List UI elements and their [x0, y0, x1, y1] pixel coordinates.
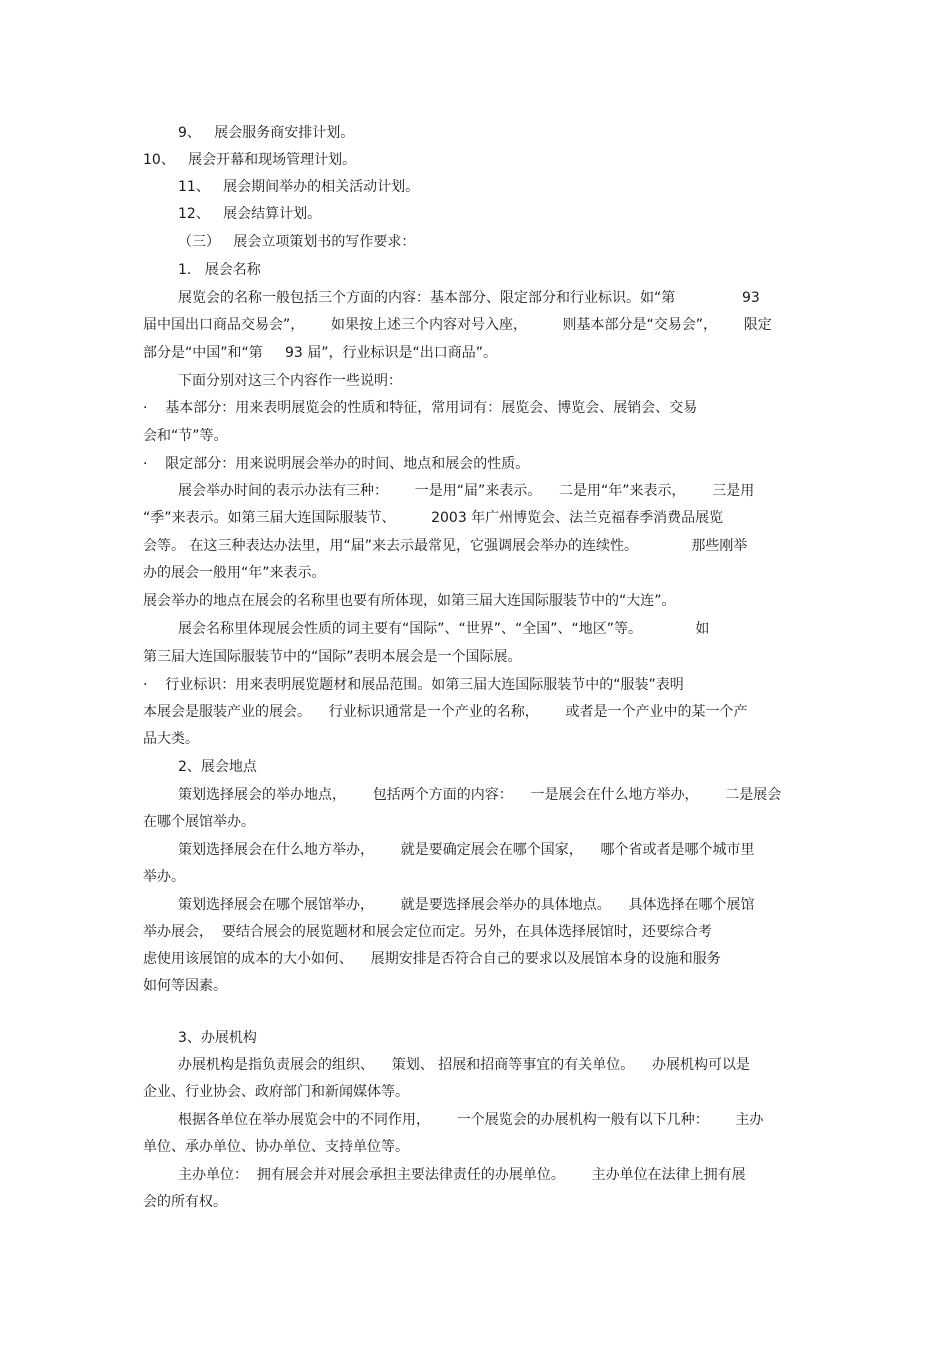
text-line: 10、 展会开幕和现场管理计划。	[143, 152, 357, 168]
text-line: 本展会是服装产业的展会。 行业标识通常是一个产业的名称， 或者是一个产业中的某一个产	[143, 704, 748, 720]
text-line: 举办展会， 要结合展会的展览题材和展会定位而定。另外，在具体选择展馆时，还要综合考	[143, 924, 712, 940]
text-line: 举办。	[143, 869, 185, 885]
text-line: · 基本部分：用来表明展览会的性质和特征，常用词有：展览会、博览会、展销会、交易	[143, 400, 698, 416]
text-line: 会和“节”等。	[143, 428, 228, 444]
text-line: 在哪个展馆举办。	[143, 814, 255, 830]
text-line: 展览会的名称一般包括三个方面的内容：基本部分、限定部分和行业标识。如“第 93	[178, 290, 760, 306]
text-line: 虑使用该展馆的成本的大小如何、 展期安排是否符合自己的要求以及展馆本身的设施和服务	[143, 951, 721, 967]
text-line: 如何等因素。	[143, 978, 227, 994]
text-line: 单位、承办单位、协办单位、支持单位等。	[143, 1139, 409, 1155]
text-line: 会的所有权。	[143, 1194, 227, 1210]
text-line: 第三届大连国际服装节中的“国际”表明本展会是一个国际展。	[143, 649, 522, 665]
text-line: 主办单位： 拥有展会并对展会承担主要法律责任的办展单位。 主办单位在法律上拥有展	[178, 1167, 746, 1183]
text-line: 11、 展会期间举办的相关活动计划。	[178, 179, 420, 195]
text-line: · 行业标识：用来表明展览题材和展品范围。如第三届大连国际服装节中的“服装”表明	[143, 677, 684, 693]
text-line: 展会举办的地点在展会的名称里也要有所体现，如第三届大连国际服装节中的“大连”。	[143, 593, 676, 609]
text-line: 1. 展会名称	[178, 262, 261, 278]
text-line: 会等。 在这三种表达办法里，用“届”来去示最常见，它强调展会举办的连续性。 那些刚举	[143, 538, 748, 554]
text-line: 12、 展会结算计划。	[178, 206, 322, 222]
text-line: 策划选择展会在哪个展馆举办， 就是要选择展会举办的具体地点。 具体选择在哪个展馆	[178, 897, 755, 913]
text-line: 3、办展机构	[178, 1030, 257, 1046]
text-line: 部分是“中国”和“第 93 届”，行业标识是“出口商品”。	[143, 345, 498, 361]
text-line: 策划选择展会的举办地点， 包括两个方面的内容： 一是展会在什么地方举办， 二是展会	[178, 787, 782, 803]
text-line: 2、展会地点	[178, 759, 257, 775]
text-line: 品大类。	[143, 731, 199, 747]
text-line: 下面分别对这三个内容作一些说明：	[178, 373, 402, 389]
text-line: 策划选择展会在什么地方举办， 就是要确定展会在哪个国家， 哪个省或者是哪个城市里	[178, 842, 755, 858]
text-line: （三） 展会立项策划书的写作要求：	[178, 234, 416, 250]
text-line: 办展机构是指负责展会的组织、 策划、 招展和招商等事宜的有关单位。 办展机构可以是	[178, 1057, 751, 1073]
text-line: 展会名称里体现展会性质的词主要有“国际”、“世界”、“全国”、“地区”等。 如	[178, 621, 710, 637]
text-line: 办的展会一般用“年”来表示。	[143, 565, 326, 581]
text-line: 届中国出口商品交易会”， 如果按上述三个内容对号入座， 则基本部分是“交易会”， 限定	[143, 317, 772, 333]
text-line: 展会举办时间的表示办法有三种： 一是用“届”来表示。 二是用“年”来表示， 三是用	[178, 483, 755, 499]
text-line: 根据各单位在举办展览会中的不同作用， 一个展览会的办展机构一般有以下几种： 主办	[178, 1112, 764, 1128]
text-line: · 限定部分：用来说明展会举办的时间、地点和展会的性质。	[143, 456, 530, 472]
text-line: “季”来表示。如第三届大连国际服装节、 2003 年广州博览会、法兰克福春季消费品展览	[143, 510, 724, 526]
text-line: 9、 展会服务商安排计划。	[178, 125, 355, 141]
text-line: 企业、行业协会、政府部门和新闻媒体等。	[143, 1084, 409, 1100]
